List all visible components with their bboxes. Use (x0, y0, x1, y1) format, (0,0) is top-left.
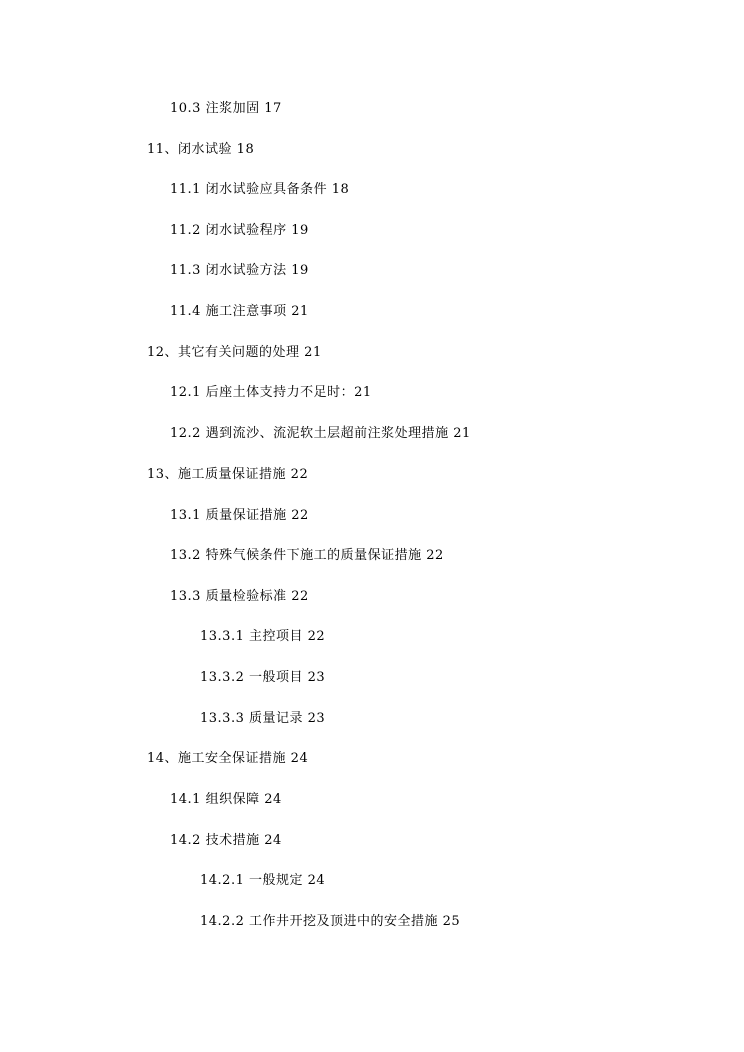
toc-entry-11-2[interactable]: 11.2 闭水试验程序 19 (170, 223, 309, 238)
toc-entry-11-1[interactable]: 11.1 闭水试验应具备条件 18 (170, 182, 350, 197)
toc-entry-13-3[interactable]: 13.3 质量检验标准 22 (170, 589, 309, 604)
toc-entry-14-2-1[interactable]: 14.2.1 一般规定 24 (200, 873, 326, 888)
toc-entry-13-3-1[interactable]: 13.3.1 主控项目 22 (200, 629, 326, 644)
toc-entry-12-2[interactable]: 12.2 遇到流沙、流泥软土层超前注浆处理措施 21 (170, 426, 471, 441)
toc-entry-12[interactable]: 12、其它有关问题的处理 21 (147, 345, 322, 360)
toc-entry-11-3[interactable]: 11.3 闭水试验方法 19 (170, 263, 309, 278)
toc-entry-13-2[interactable]: 13.2 特殊气候条件下施工的质量保证措施 22 (170, 548, 444, 563)
toc-entry-12-1[interactable]: 12.1 后座土体支持力不足时：21 (170, 385, 372, 400)
toc-entry-14[interactable]: 14、施工安全保证措施 24 (147, 751, 309, 766)
toc-entry-14-1[interactable]: 14.1 组织保障 24 (170, 792, 282, 807)
toc-entry-13-1[interactable]: 13.1 质量保证措施 22 (170, 508, 309, 523)
toc-entry-11[interactable]: 11、闭水试验 18 (147, 142, 255, 157)
toc-entry-14-2[interactable]: 14.2 技术措施 24 (170, 833, 282, 848)
toc-entry-13-3-3[interactable]: 13.3.3 质量记录 23 (200, 711, 326, 726)
toc-entry-14-2-2[interactable]: 14.2.2 工作井开挖及顶进中的安全措施 25 (200, 914, 461, 929)
toc-entry-13[interactable]: 13、施工质量保证措施 22 (147, 467, 309, 482)
toc-entry-10-3[interactable]: 10.3 注浆加固 17 (170, 101, 282, 116)
toc-entry-11-4[interactable]: 11.4 施工注意事项 21 (170, 304, 309, 319)
toc-entry-13-3-2[interactable]: 13.3.2 一般项目 23 (200, 670, 326, 685)
